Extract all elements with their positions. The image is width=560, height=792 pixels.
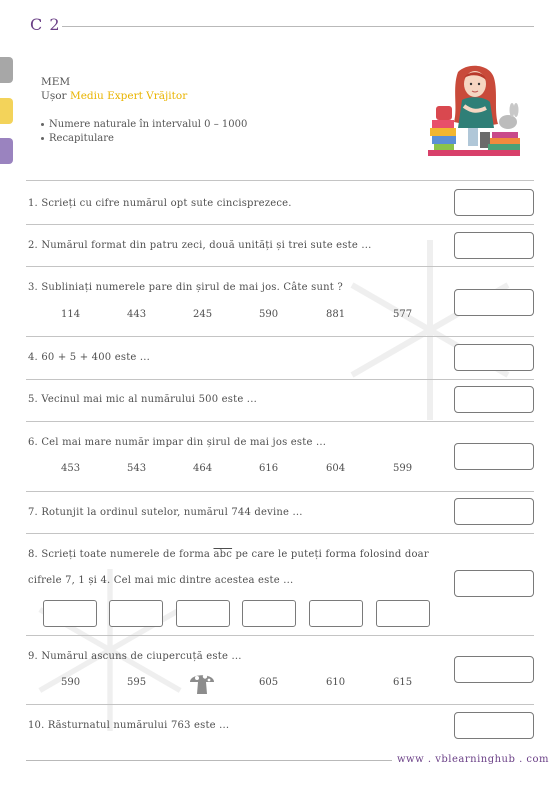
- sequence-number[interactable]: 590: [259, 309, 279, 320]
- answer-box-6[interactable]: [454, 443, 534, 470]
- answer-box-1[interactable]: [454, 189, 534, 216]
- divider: [26, 180, 534, 181]
- question-5: 5. Vecinul mai mic al numărului 500 este ...: [28, 394, 257, 405]
- question-4: 4. 60 + 5 + 400 este ...: [28, 352, 151, 363]
- sequence-number[interactable]: 577: [393, 309, 413, 320]
- answer-box-5[interactable]: [454, 386, 534, 413]
- topic-item: [41, 118, 247, 132]
- question-7: 7. Rotunjit la ordinul sutelor, numărul 744 devine ...: [28, 507, 303, 518]
- girl-reading-books-illustration: [428, 62, 524, 158]
- divider: [26, 533, 534, 534]
- side-tab-purple: [0, 138, 13, 164]
- bullet-icon: [41, 123, 44, 126]
- topics-list: [41, 118, 247, 146]
- level-highlighted: Mediu Expert Vrăjitor: [69, 90, 188, 102]
- answer-box-7[interactable]: [454, 498, 534, 525]
- topic-label: Numere naturale în intervalul 0 – 1000: [49, 119, 248, 130]
- mushroom-icon: [188, 668, 216, 696]
- worksheet-code: C 2: [30, 15, 61, 34]
- sequence-number[interactable]: 453: [61, 463, 81, 474]
- number-slot-box[interactable]: [176, 600, 230, 627]
- question-8-text-before: 8. Scrieți toate numerele de forma: [28, 549, 214, 560]
- number-slot-box[interactable]: [309, 600, 363, 627]
- answer-box-10[interactable]: [454, 712, 534, 739]
- answer-box-9[interactable]: [454, 656, 534, 683]
- sequence-number[interactable]: 616: [259, 463, 279, 474]
- sequence-number[interactable]: 464: [193, 463, 213, 474]
- sequence-number[interactable]: 610: [326, 677, 346, 688]
- question-8-text-after: pe care le puteți forma folosind doar: [232, 549, 429, 560]
- question-8-overline-abc: $\overline{abc}$: [213, 549, 233, 560]
- sequence-number[interactable]: 604: [326, 463, 346, 474]
- number-sequence-9: [0, 677, 440, 691]
- question-10: 10. Răsturnatul numărului 763 este ...: [28, 720, 230, 731]
- topic-item: [41, 132, 247, 146]
- sequence-number[interactable]: 543: [127, 463, 147, 474]
- divider: [26, 421, 534, 422]
- question-8-line-2: cifrele 7, 1 și 4. Cel mai mic dintre acestea este ...: [28, 575, 294, 586]
- answer-box-2[interactable]: [454, 232, 534, 259]
- topic-label: Recapitulare: [49, 133, 114, 144]
- question-2: 2. Numărul format din patru zeci, două unități și trei sute este ...: [28, 240, 372, 251]
- bullet-icon: [41, 137, 44, 140]
- sequence-number[interactable]: 881: [326, 309, 346, 320]
- number-sequence-6: [0, 463, 440, 477]
- footer-divider: [26, 760, 392, 761]
- number-slot-box[interactable]: [43, 600, 97, 627]
- sequence-number[interactable]: 615: [393, 677, 413, 688]
- difficulty-levels: [41, 90, 187, 102]
- number-slot-box[interactable]: [242, 600, 296, 627]
- sequence-number[interactable]: 590: [61, 677, 81, 688]
- background-snowflake-decoration: [20, 560, 200, 740]
- question-8-line-1: [28, 549, 429, 560]
- divider: [26, 224, 534, 225]
- sequence-number[interactable]: 599: [393, 463, 413, 474]
- question-3: 3. Subliniați numerele pare din șirul de mai jos. Câte sunt ?: [28, 282, 343, 293]
- divider: [26, 336, 534, 337]
- question-6: 6. Cel mai mare număr impar din șirul de mai jos este ...: [28, 437, 327, 448]
- answer-box-4[interactable]: [454, 344, 534, 371]
- sequence-number[interactable]: 605: [259, 677, 279, 688]
- sequence-number[interactable]: 443: [127, 309, 147, 320]
- sequence-number[interactable]: 114: [61, 309, 81, 320]
- question-1: 1. Scrieți cu cifre numărul opt sute cincisprezece.: [28, 198, 292, 209]
- number-slot-box[interactable]: [376, 600, 430, 627]
- sequence-number[interactable]: 595: [127, 677, 147, 688]
- side-tab-grey: [0, 57, 13, 83]
- header-divider: [62, 26, 534, 27]
- side-tab-yellow: [0, 98, 13, 124]
- number-slot-box[interactable]: [109, 600, 163, 627]
- sequence-number[interactable]: 245: [193, 309, 213, 320]
- question-9: 9. Numărul ascuns de ciupercuță este ...: [28, 651, 242, 662]
- divider: [26, 491, 534, 492]
- level-code: MEM: [41, 76, 71, 88]
- divider: [26, 266, 534, 267]
- divider: [26, 635, 534, 636]
- divider: [26, 704, 534, 705]
- number-sequence-3: [0, 309, 440, 323]
- level-easy: Ușor: [41, 90, 67, 102]
- footer-website[interactable]: www . vblearninghub . com: [397, 754, 550, 765]
- divider: [26, 379, 534, 380]
- answer-box-8[interactable]: [454, 570, 534, 597]
- answer-box-3[interactable]: [454, 289, 534, 316]
